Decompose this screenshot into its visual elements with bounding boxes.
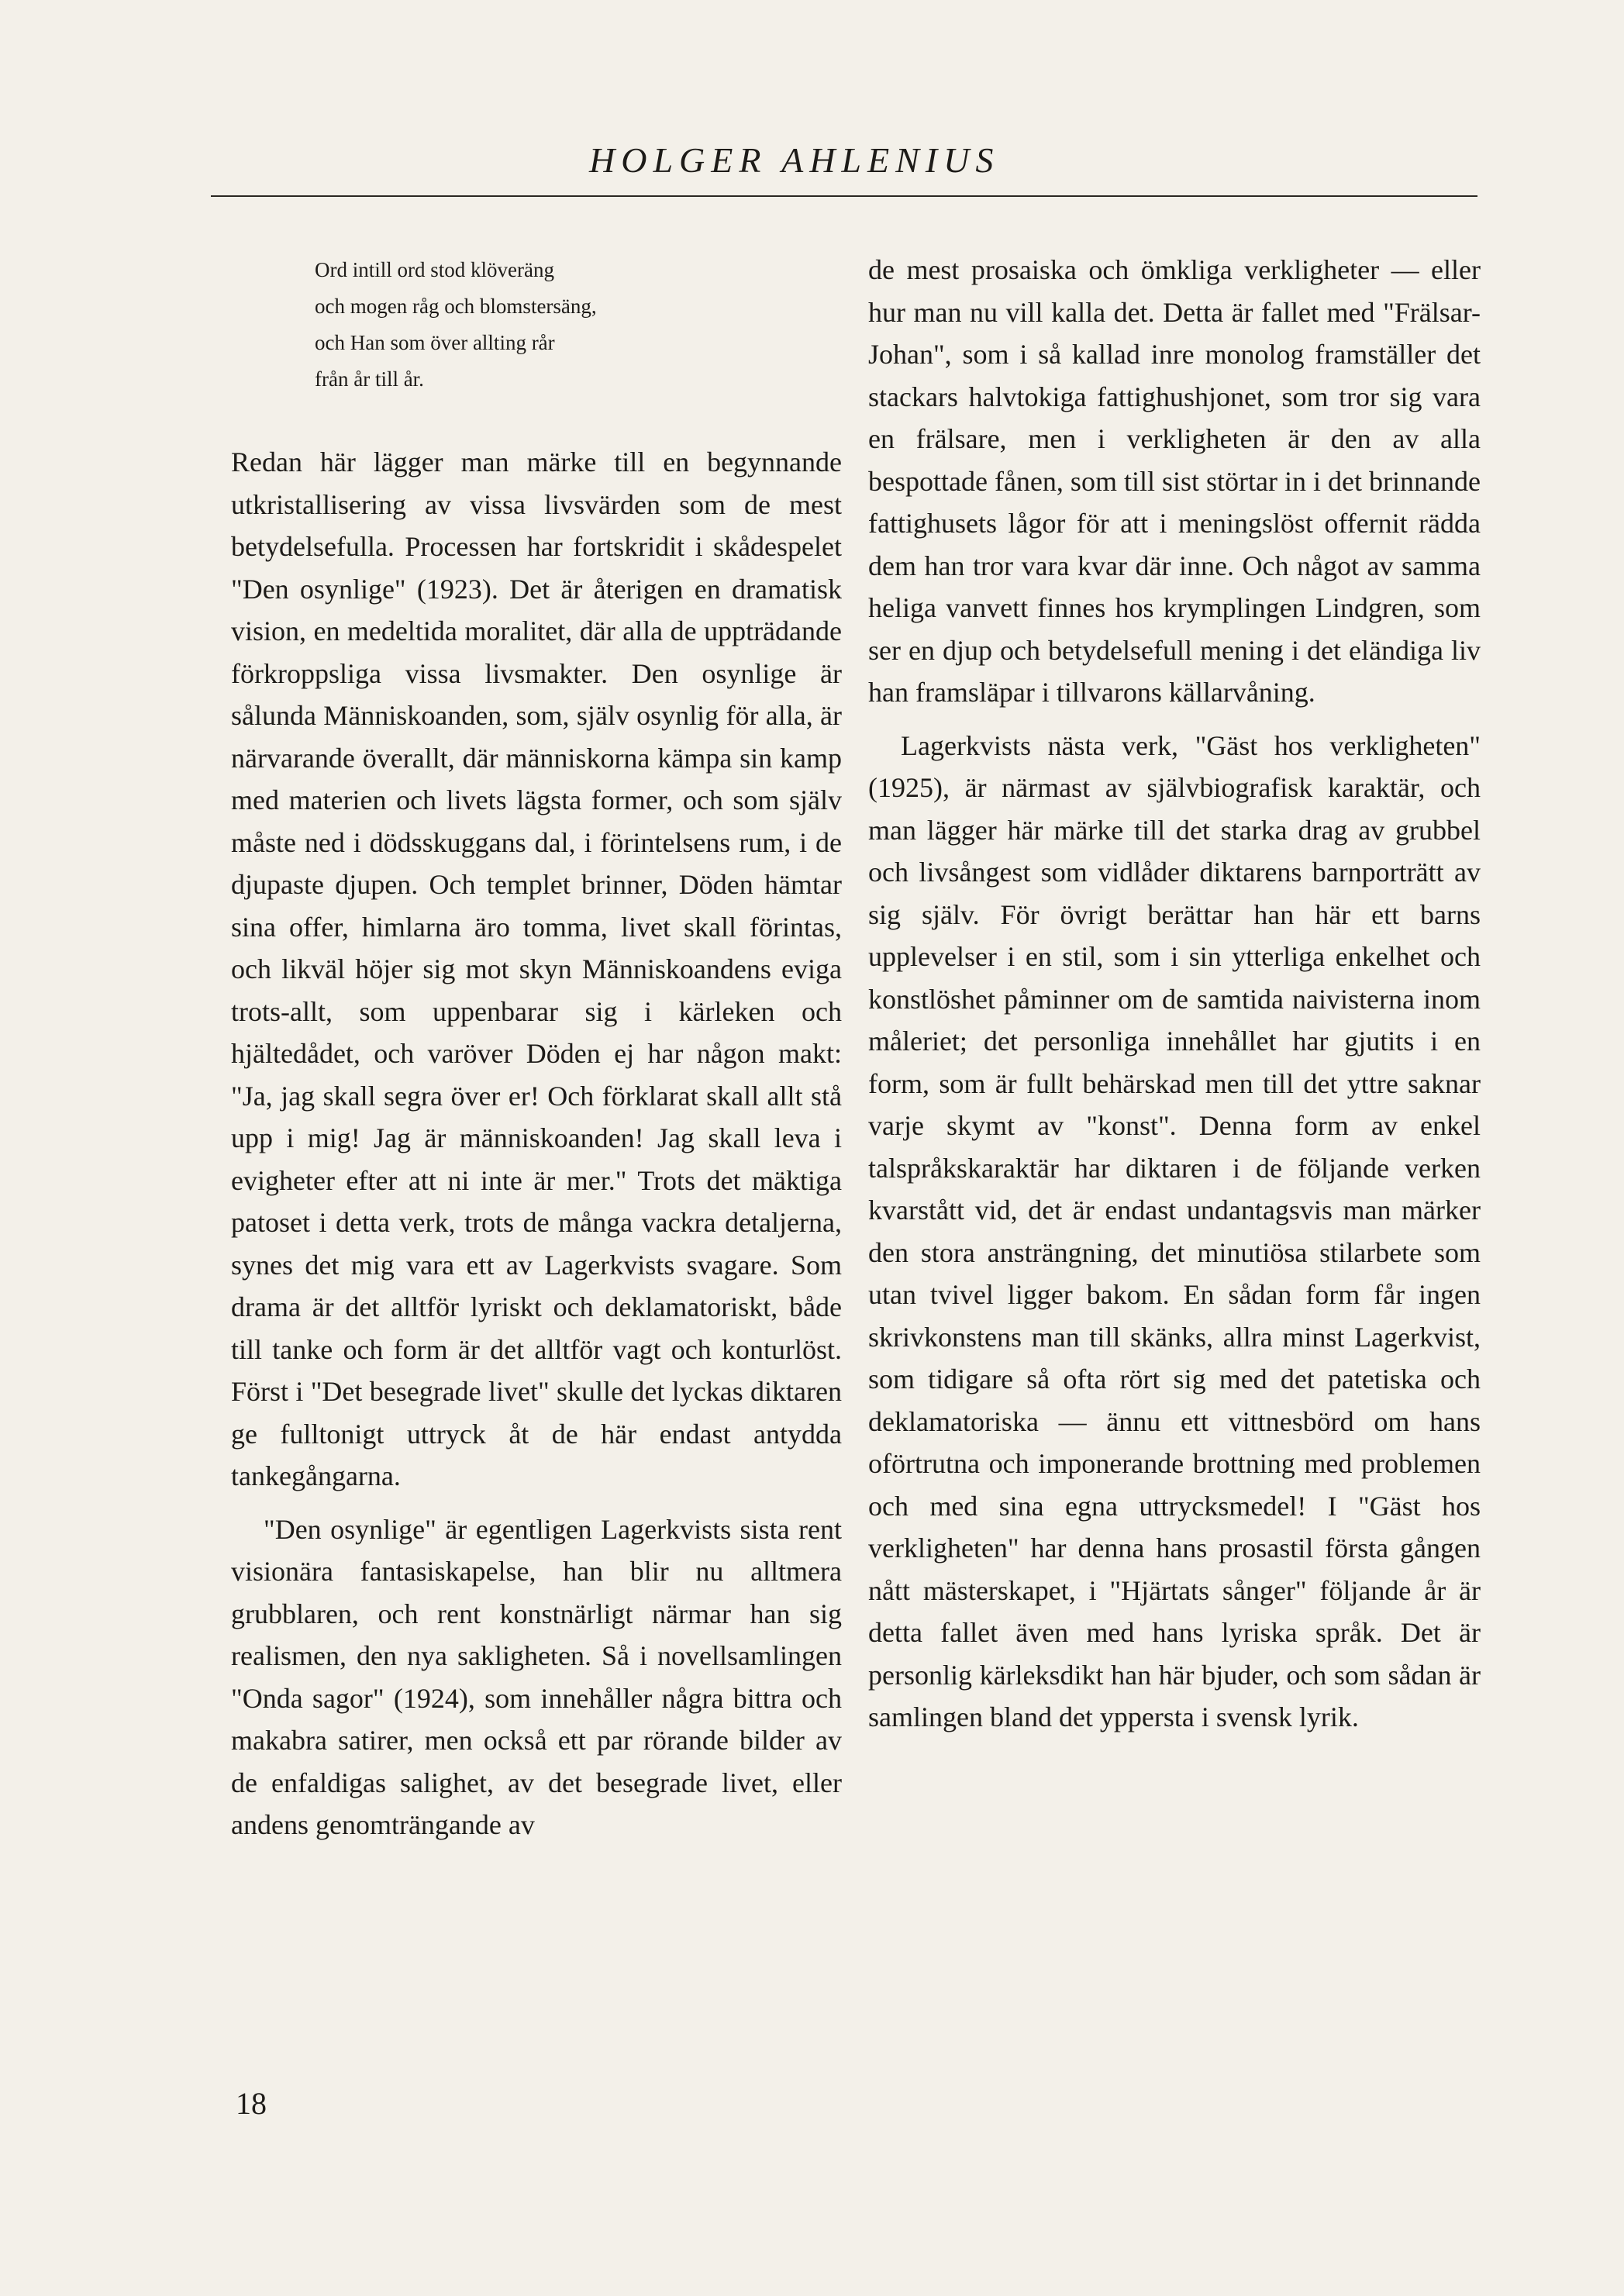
- body-paragraph: Redan här lägger man märke till en begynnande utkristallisering av vissa livsvärden som de mest betydelsefulla. Processen har fortskridit i skådespelet "Den osynlige" (1923). Det är återigen en dramatisk vision, en medeltida moralitet, där alla de uppträdande förkroppsliga vissa livsmakter. Den osynlige är sålunda Människoanden, som, själv osynlig för alla, är närvarande överallt, där människorna kämpa sin kamp med materien och livets lägsta former, och som själv måste ned i dödsskuggans dal, i förintelsens rum, i de djupaste djupen. Och templet brinner, Döden hämtar sina offer, himlarna äro tomma, livet skall förintas, och likväl höjer sig mot skyn Människoandens eviga trots-allt, som uppenbarar sig i kärleken och hjältedådet, och varöver Döden ej har någon makt: "Ja, jag skall segra över er! Och förklarat skall allt stå upp i mig! Jag är människoanden! Jag skall leva i evigheter efter att ni inte är mer." Trots det mäktiga patoset i detta verk, trots de många vackra detaljerna, synes det mig vara ett av Lagerkvists svagare. Som drama är det alltför lyriskt och deklamatoriskt, både till tanke och form är det alltför vagt och konturlöst. Först i "Det besegrade livet" skulle det lyckas diktaren ge fulltonigt uttryck åt de här endast antydda tankegångarna.: [231, 446, 842, 1491]
- poem-line: från år till år.: [315, 367, 424, 391]
- poem-line: Ord intill ord stod klöveräng: [315, 258, 554, 281]
- body-paragraph: "Den osynlige" är egentligen Lagerkvists sista rent visionära fantasiskapelse, han blir nu alltmera grubblaren, och rent konstnärligt närmar han sig realismen, den nya sakligheten. Så i novellsamlingen "Onda sagor" (1924), som innehåller några bittra och makabra satirer, men också ett par rörande bilder av de enfaldigas salighet, av det besegrade livet, eller andens genomträngande av: [231, 1513, 842, 1840]
- left-column: [231, 229, 842, 1846]
- body-paragraph: de mest prosaiska och ömkliga verkligheter — eller hur man nu vill kalla det. Detta är fallet med "Frälsar-Johan", som i så kallad inre monolog framställer det stackars halvtokiga fattighushjonet, som tror sig vara en frälsare, men i verkligheten är den av alla bespottade fånen, som till sist störtar in i det brinnande fattighusets lågor för att i meningslöst offernit rädda dem han tror vara kvar där inne. Och något av samma heliga vanvett finnes hos krymplingen Lindgren, som ser en djup och betydelsefull mening i det eländiga liv han framsläpar i tillvarons källarvåning.: [868, 254, 1481, 708]
- poem-line: och Han som över allting rår: [315, 331, 555, 354]
- body-paragraph: Lagerkvists nästa verk, "Gäst hos verkligheten" (1925), är närmast av självbiografisk karaktär, och man lägger här märke till det starka drag av grubbel och livsångest som vidlåder diktarens barnporträtt av sig själv. För övrigt berättar han här ett barns upplevelser i en stil, som i sin ytterliga enkelhet och konstlöshet påminner om de samtida naivisterna inom måleriet; det personliga innehållet har gjutits i en form, som är fullt behärskad men till det yttre saknar varje skymt av "konst". Denna form av enkel talspråkskaraktär har diktaren i de följande verken kvarstått vid, det är endast undantagsvis man märker den stora ansträngning, det minutiösa stilarbete som utan tvivel ligger bakom. En sådan form får ingen skrivkonstens man till skänks, allra minst Lagerkvist, som tidigare så ofta rört sig med det patetiska och deklamatoriska — ännu ett vittnesbörd om hans oförtrutna och imponerande brottning med problemen och med sina egna uttrycksmedel! I "Gäst hos verkligheten" har denna hans prosastil första gången nått mästerskapet, i "Hjärtats sånger" följande år är detta fallet även med hans lyriska språk. Det är personlig kärleksdikt han här bjuder, och som sådan är samlingen bland det yppersta i svensk lyrik.: [868, 729, 1481, 1732]
- right-column: [868, 229, 1481, 1739]
- running-header: HOLGER AHLENIUS: [589, 140, 1000, 180]
- poem-excerpt: [315, 252, 842, 398]
- header-rule: [211, 195, 1477, 197]
- page-number: 18: [236, 2086, 267, 2121]
- poem-line: och mogen råg och blomstersäng,: [315, 295, 597, 318]
